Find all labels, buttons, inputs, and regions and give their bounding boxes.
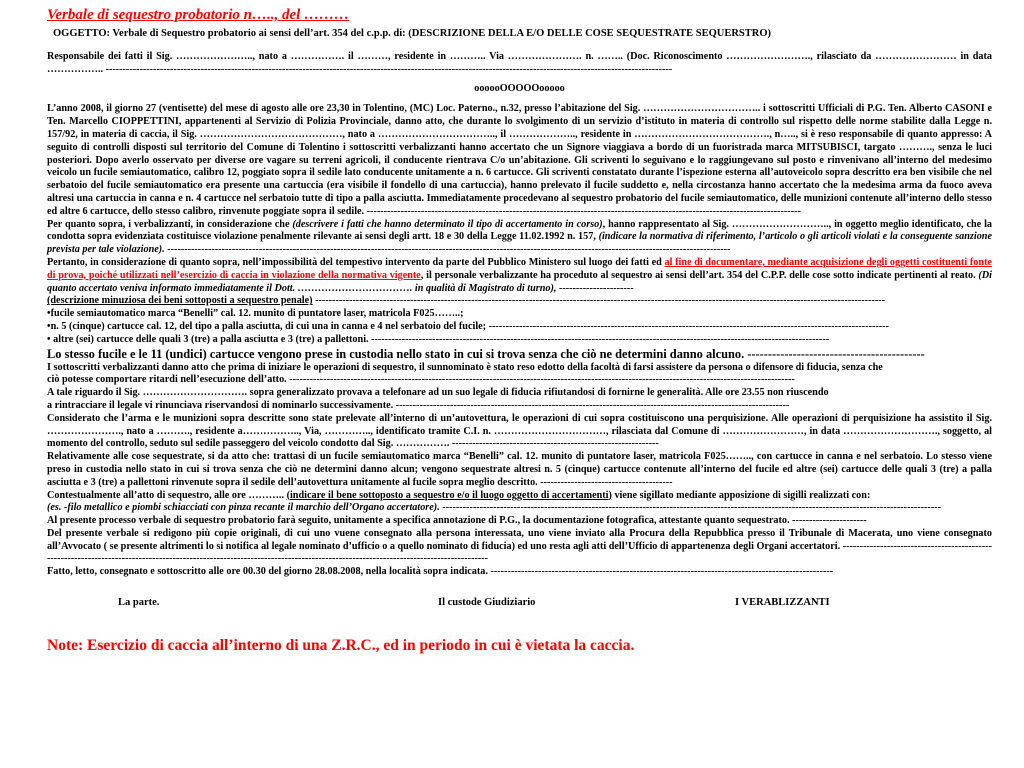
section-separator: oooooOOOOOooooo xyxy=(474,82,565,94)
seizure-paragraph: Pertanto, in considerazione di quanto sopra, nell’impossibilità del tempestivo intervento da parte del Pubblico Ministero sul luogo dei fatti ed al fine di documentare, mediante acquisizione degli oggetti costituenti fonte di prova, poiché utilizzati nell’esercizio di caccia in violazione della normativa vigente, il personale verbalizzante ha proceduto al sequestro ai sensi dell’art. 354 del C.P.P. delle cose sotto indicate pertinenti al reato. (Di quanto accertato veniva informato immediatamente il Dott. ……………………………. in qualità di Magistrato di turno), ---------------------- xyxy=(47,256,992,294)
document-title: Verbale di sequestro probatorio n….., del ……… xyxy=(47,7,350,23)
document-body xyxy=(47,51,992,579)
signature-custodian: Il custode Giudiziario xyxy=(438,597,536,609)
search-paragraph: Considerato che l’arma e le munizioni sopra descritte sono state prelevate all’interno di un’autovettura, le operazioni di cui sopra costituiscono una perquisizione. Alle operazioni di perquisizione ha assistito il Sig. …………………., nato a ………., residente a…………….., Via, ………….., identificato tramite C.I. n. ……………………………, rilasciata dal Comune di ……………………, in data ………………………., soggetto, al momento del controllo, seduto sul sedile passeggero del veicolo condotto dal Sig. ……………. ------------------------------------------------------------- xyxy=(47,412,992,450)
document-page xyxy=(47,7,992,655)
rights-paragraph-line1: I sottoscritti verbalizzanti danno atto che prima di iniziare le operazioni di sequestro, il sunnominato è stato reso edotto della facoltà di farsi assistere da persona o difensore di fiducia, senza che xyxy=(47,361,883,373)
lawyer-paragraph-line2: a rintracciare il legale vi rinunciava riservandosi di nominarlo successivamente. -------------------------------------------------------------------------------------------------------------------- xyxy=(47,399,790,411)
lawyer-paragraph-line1: A tale riguardo il Sig. …………………………. sopra generalizzato provava a telefonare ad un suo legale di fiducia rifiutandosi di fornirne le generalità. Alle ore 23.55 non riuscendo xyxy=(47,387,829,399)
photo-documentation-paragraph: Al presente processo verbale di sequestro probatorio farà seguito, unitamente a specifica annotazione di P.G., la documentazione fotografica, attestante quanto sequestrato. ---------------------- xyxy=(47,515,867,527)
red-note: Note: Esercizio di caccia all’interno di una Z.R.C., ed in periodo in cui è vietata la caccia. xyxy=(47,637,635,655)
instruction-italic: (Di quanto accertato veniva informato immediatamente il Dott. ……………………………. in qualità di Magistrato di turno), xyxy=(47,269,992,294)
seized-item: • altre (sei) cartucce delle quali 3 (tre) a palla asciutta e 3 (tre) a pallettoni. --------------------------------------------------------------------------------------------------------------------------------------- xyxy=(47,333,830,345)
copies-paragraph: Del presente verbale si redigono più copie originali, di cui uno vuene consegnato alla persona interessata, uno viene inviato alla Procura della Repubblica presso il Tribunale di Macerata, uno viene consegnato all’Avvocato ( se presente altrimenti lo si notifica al legale nominato d’ufficio o a quello nominato di fiducia) ed uno resta agli atti dell’Ufficio di appartenenza degli Organi accertatori. ------------------------------------------------------------------------------------------------------------------------------------------------------------------------------ xyxy=(47,527,992,565)
signature-officers: I VERABLIZZANTI xyxy=(735,597,830,609)
seal-instruction: (indicare il bene sottoposto a sequestro e/o il luogo oggetto di accertamenti) xyxy=(286,489,612,501)
closing-paragraph: Fatto, letto, consegnato e sottoscritto alle ore 00.30 del giorno 28.08.2008, nella località sopra indicata. ----------------------------------------------------------------------------------------------------- xyxy=(47,566,834,578)
signature-row xyxy=(47,597,992,613)
seized-item: •n. 5 (cinque) cartucce cal. 12, del tipo a palla asciutta, di cui una in canna e 4 nel serbatoio del fucile; ---------------------------------------------------------------------------------------------------------------------- xyxy=(47,320,889,332)
seized-item: •fucile semiautomatico marca “Benelli” cal. 12. munito di puntatore laser, matricola F025……..; xyxy=(47,308,464,320)
signature-party: La parte. xyxy=(118,597,160,609)
rights-paragraph-line2: ciò potesse comportare ritardi nell’esecuzione dell’atto. ----------------------------------------------------------------------------------------------------------------------------------------------------- xyxy=(47,374,795,386)
subject-line: OGGETTO: Verbale di Sequestro probatorio ai sensi dell’art. 354 del c.p.p. di: (DESCRIZIONE DELLA E/O DELLE COSE SEQUESTRATE SEQUERSTRO) xyxy=(53,28,772,39)
custody-statement: Lo stesso fucile e le 11 (undici) cartucce vengono prese in custodia nello stato in cui si trova senza che ciò ne determini danno alcuno. ------------------------------------------- xyxy=(47,346,925,361)
facts-paragraph: L’anno 2008, il giorno 27 (ventisette) del mese di agosto alle ore 23,30 in Tolentino, (MC) Loc. Paterno., n.32, presso l’abitazione del Sig. …………………………….. i sottoscritti Ufficiali di P.G. Ten. Alberto CASONI e Ten. Marcello CIOPPETTINI, appartenenti al Servizio di Polizia Provinciale, danno atto, che durante lo svolgimento di un servizio d’istituto in materia di controllo sul rispetto delle norme stabilite dalla Legge n. 157/92, in materia di caccia, il Sig. ……………………………………, nato a …………………………….., il ……………….., residente in …………………………………., n….., si è reso responsabile di quanto appresso: A seguito di controlli disposti sul territorio del Comune di Tolentino i sottoscritti verbalizzanti hanno accertato che un Signore viaggiava a bordo di un fuoristrada marca MITSUBISCI, targato ………., senza le luci posteriori. Dopo averlo osservato per diverse ore vagare su terreni agricoli, il conducente rientrava C/o un’abitazione. Gli scriventi lo seguivano e lo raggiungevano sul posto e rinvenivano all’interno del medesimo veicolo un fucile semiautomatico, calibro 12, poggiato sopra il sedile lato conducente unitamente a n. 6 cartucce. Gli scriventi constatato durante l’ispezione esterna all’autoveicolo sopra descritto era ben visibile che nel serbatoio del fucile semiautomatico era presente una cartuccia (era visibile il fondello di una cartuccia), hanno prelevato il fucile suddetto e, nella circostanza hanno accertato che la medesima arma da fuoco aveva altresi una cartuccia in canna e n. 4 cartucce nel serbatoio tutte di tipo a palla asciutta. Immediatamente procedevano al sequestro probatorio del fucile semiautomatico, delle munizioni contenute all’interno dello stesso ed altre 6 cartucce, dello stesso calibro, rinvenute poggiate sopra il sedile. -------------------------------------------------------------------------------------------------------------------------------- xyxy=(47,103,992,217)
seal-example: (es. -filo metallico e piombi schiacciati con pinza recante il marchio dell’Organo accertatore). --------------------------------------------------------------------------------------------------------------------------------------------------- xyxy=(47,502,941,514)
seized-items-heading: (descrizione minuziosa dei beni sottoposti a sequestro penale) ------------------------------------------------------------------------------------------------------------------------------------------------------------------------ xyxy=(47,295,886,307)
instruction-italic: (indicare la normativa di riferimento, l’articolo o gli articoli violati e la conseguente sanzione prevista per tale violazione). xyxy=(47,231,992,256)
instruction-italic: (descrivere i fatti che hanno determinato il tipo di accertamento in corso) xyxy=(292,218,603,230)
seized-goods-paragraph: Relativamente alle cose sequestrate, si da atto che: trattasi di un fucile semiautomatico marca “Benelli” cal. 12. munito di puntatore laser, matricola F025…….., con cartucce in canna e nel serbatoio. Lo stesso viene preso in custodia nello stato in cui si trova senza che ciò ne determini danno alcun; vengono sequestrate altresi n. 5 (cinque) cartucce contenute all’interno del fucile ed altre (sei) cartucce delle quali 3 (tre) a palla asciutta e 3 (tre) a pallettoni rinvenute sopra il sedile dell’autovettura unitamente al fucile sopra meglio descritto. --------------------------------------- xyxy=(47,451,992,488)
responsible-party-paragraph: Responsabile dei fatti il Sig. ………………….., nato a ……………. il ………, residente in ……….. Via …………………. n. …….. (Doc. Riconoscimento ……………………., rilasciato da …………………… in data …………….. ----------------------------------------------------------------------------------------------------------------------------------------------------------------------- xyxy=(47,51,992,75)
seal-paragraph: Contestualmente all’atto di sequestro, alle ore ……….. (indicare il bene sottoposto a sequestro e/o il luogo oggetto di accertamenti) viene sigillato mediante apposizione di sigilli realizzati con: xyxy=(47,489,871,501)
violation-paragraph: Per quanto sopra, i verbalizzanti, in considerazione che (descrivere i fatti che hanno determinato il tipo di accertamento in corso), hanno rappresentato al Sig. ……………………….., in oggetto meglio identificato, che la condotta sopra evidenziata costituisce violazione penalmente rilevante ai sensi degli artt. 18 e 30 della Legge 11.02.1992 n. 157, (indicare la normativa di riferimento, l’articolo o gli articoli violati e la conseguente sanzione prevista per tale violazione). ---------------------------------------------------------------------------------------------------------------------------------------------------------------------- xyxy=(47,218,993,256)
highlighted-purpose-text: al fine di documentare, mediante acquisizione degli oggetti costituenti fonte di prova, poiché utilizzati nell’esercizio di caccia in violazione della normativa vigente xyxy=(47,256,992,281)
